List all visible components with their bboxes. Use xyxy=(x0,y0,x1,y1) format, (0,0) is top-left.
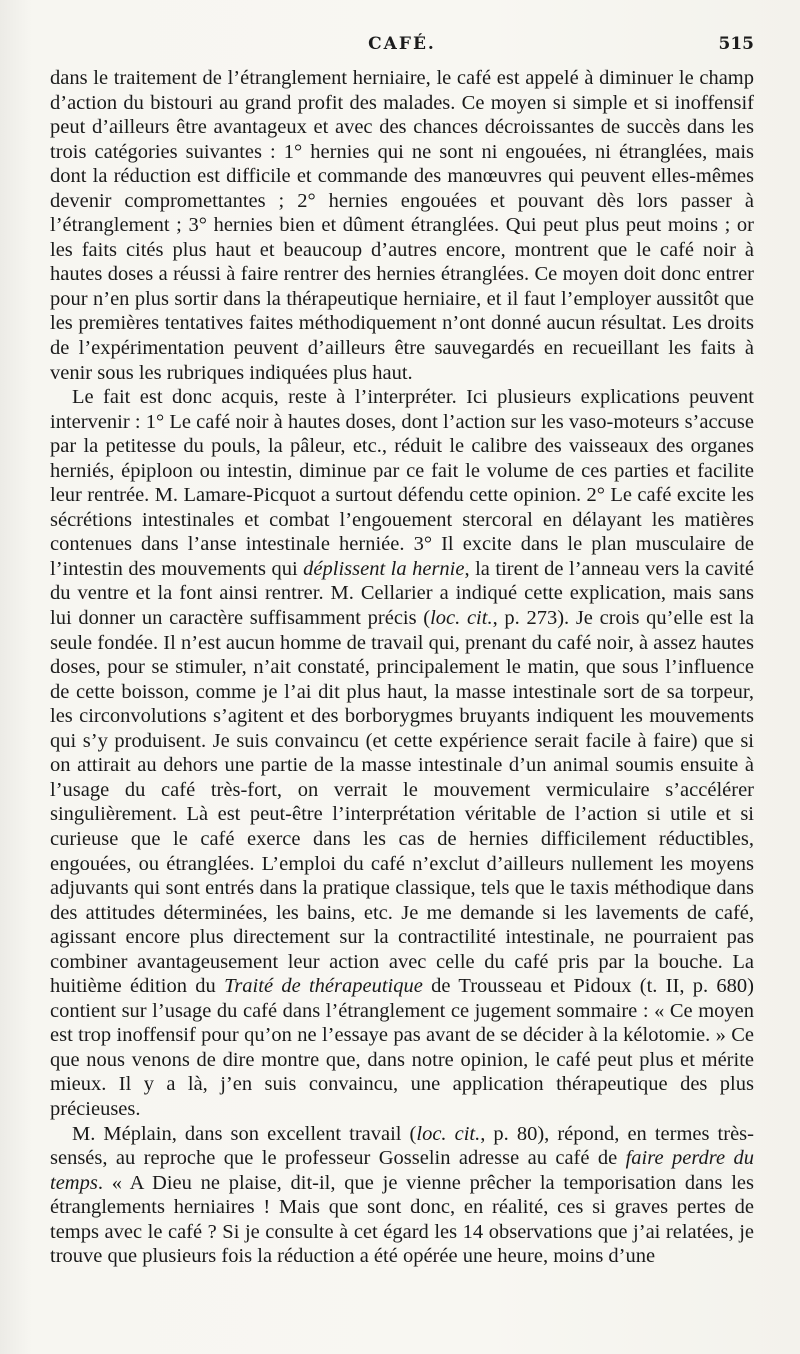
paragraph xyxy=(50,385,754,1121)
running-head xyxy=(50,34,754,60)
italic-text: faire perdre du temps xyxy=(50,1147,754,1194)
text-run: Le fait est donc acquis, reste à l’interpréter. Ici plusieurs explications peuvent intervenir : 1° Le café noir à hautes doses, dont l’action sur les vaso-moteurs s’accuse par la petitesse du pouls, la pâleur, etc., réduit le calibre des vaisseaux des organes herniés, épiploon ou intestin, diminue par ce fait le volume de ces parties et facilite leur rentrée. M. Lamare-Picquot a surtout défendu cette opinion. 2° Le café excite les sécrétions intestinales et combat l’engouement stercoral en délayant les matières contenues dans l’anse intestinale herniée. 3° Il excite dans le plan musculaire de l’intestin des mouvements qui xyxy=(50,386,754,580)
text-run: de Trousseau et Pidoux (t. II, p. 680) contient sur l’usage du café dans l’étranglement ce jugement sommaire : « Ce moyen est trop inoffensif pour qu’on ne l’essaye pas avant de se décider à la kélotomie. » Ce que nous venons de dire montre que, dans notre opinion, le café peut plus et mérite mieux. Il y a là, j’en suis convaincu, une application thérapeutique des plus précieuses. xyxy=(50,975,755,1120)
running-title: CAFÉ. xyxy=(368,34,436,54)
italic-text: Traité de thérapeutique xyxy=(224,975,423,998)
text-run: , p. 80), répond, en termes très-sensés, au reproche que le professeur Gosselin adresse au café de xyxy=(50,1122,754,1170)
italic-text: loc. cit. xyxy=(416,1122,481,1145)
text-run: dans le traitement de l’étranglement herniaire, le café est appelé à diminuer le champ d’action du bistouri au grand profit des malades. Ce moyen si simple et si inoffensif peut d’ailleurs être avantageux et avec des chances décroissantes de succès dans les trois catégories suivantes : 1° hernies qui ne sont ni engouées, ni étranglées, mais dont la réduction est difficile et commande des manœuvres qui peuvent elles-mêmes devenir compromettantes ; 2° hernies engouées et pouvant dès lors passer à l’étranglement ; 3° hernies bien et dûment étranglées. Qui peut plus peut moins ; or les faits cités plus haut et beaucoup d’autres encore, montrent que le café noir à hautes doses a réussi à faire rentrer des hernies étranglées. Ce moyen doit donc entrer pour n’en plus sortir dans la thérapeutique herniaire, et il faut l’employer aussitôt que les premières tentatives faites méthodiquement n’ont donné aucun résultat. Les droits de l’expérimentation peuvent d’ailleurs être sauvegardés en recueillant les faits à venir sous les rubriques indiquées plus haut. xyxy=(50,67,754,384)
text-run: M. Méplain, dans son excellent travail ( xyxy=(72,1122,417,1145)
italic-text: loc. cit. xyxy=(430,607,493,630)
paragraph xyxy=(50,1122,754,1269)
text-run: . « A Dieu ne plaise, dit-il, que je vienne prêcher la temporisation dans les étranglements herniaires ! Mais que sont donc, en réalité, ces si graves pertes de temps avec le café ? Si je consulte à cet égard les 14 observations que j’ai relatées, je trouve que plusieurs fois la réduction a été opérée une heure, moins d’une xyxy=(50,1171,754,1268)
italic-text: déplissent la hernie xyxy=(303,557,465,580)
page-number: 515 xyxy=(718,34,754,54)
body-text xyxy=(50,66,754,1269)
text-run: , p. 273). Je crois qu’elle est la seule fondée. Il n’est aucun homme de travail qui, prenant du café noir, à assez hautes doses, pour se stimuler, n’ait constaté, principalement le matin, que sous l’influence de cette boisson, comme je l’ai dit plus haut, la masse intestinale sort de sa torpeur, les circonvolutions s’agitent et des borborygmes bruyants indiquent les mouvements qui s’y produisent. Je suis convaincu (et cette expérience serait facile à faire) que si on attirait au dehors une partie de la masse intestinale d’un animal soumis ensuite à l’usage du café très-fort, on verrait le mouvement vermiculaire s’accélérer singulièrement. Là est peut-être l’interprétation véritable de l’action si utile et si curieuse que le café exerce dans les cas de hernies difficilement réductibles, engouées, ou étranglées. L’emploi du café n’exclut d’ailleurs nullement les moyens adjuvants qui sont entrés dans la pratique classique, tels que le taxis méthodique dans des attitudes déterminées, les bains, etc. Je me demande si les lavements de café, agissant encore plus directement sur la contractilité intestinale, ne pourraient pas combiner avantageusement leur action avec celle du café pris par la bouche. La huitième édition du xyxy=(50,607,754,998)
text-run: , la tirent de l’anneau vers la cavité du ventre et la font ainsi rentrer. M. Cellarier a indiqué cette explication, mais sans lui donner un caractère suffisamment précis ( xyxy=(50,557,754,630)
paragraph xyxy=(50,66,754,385)
